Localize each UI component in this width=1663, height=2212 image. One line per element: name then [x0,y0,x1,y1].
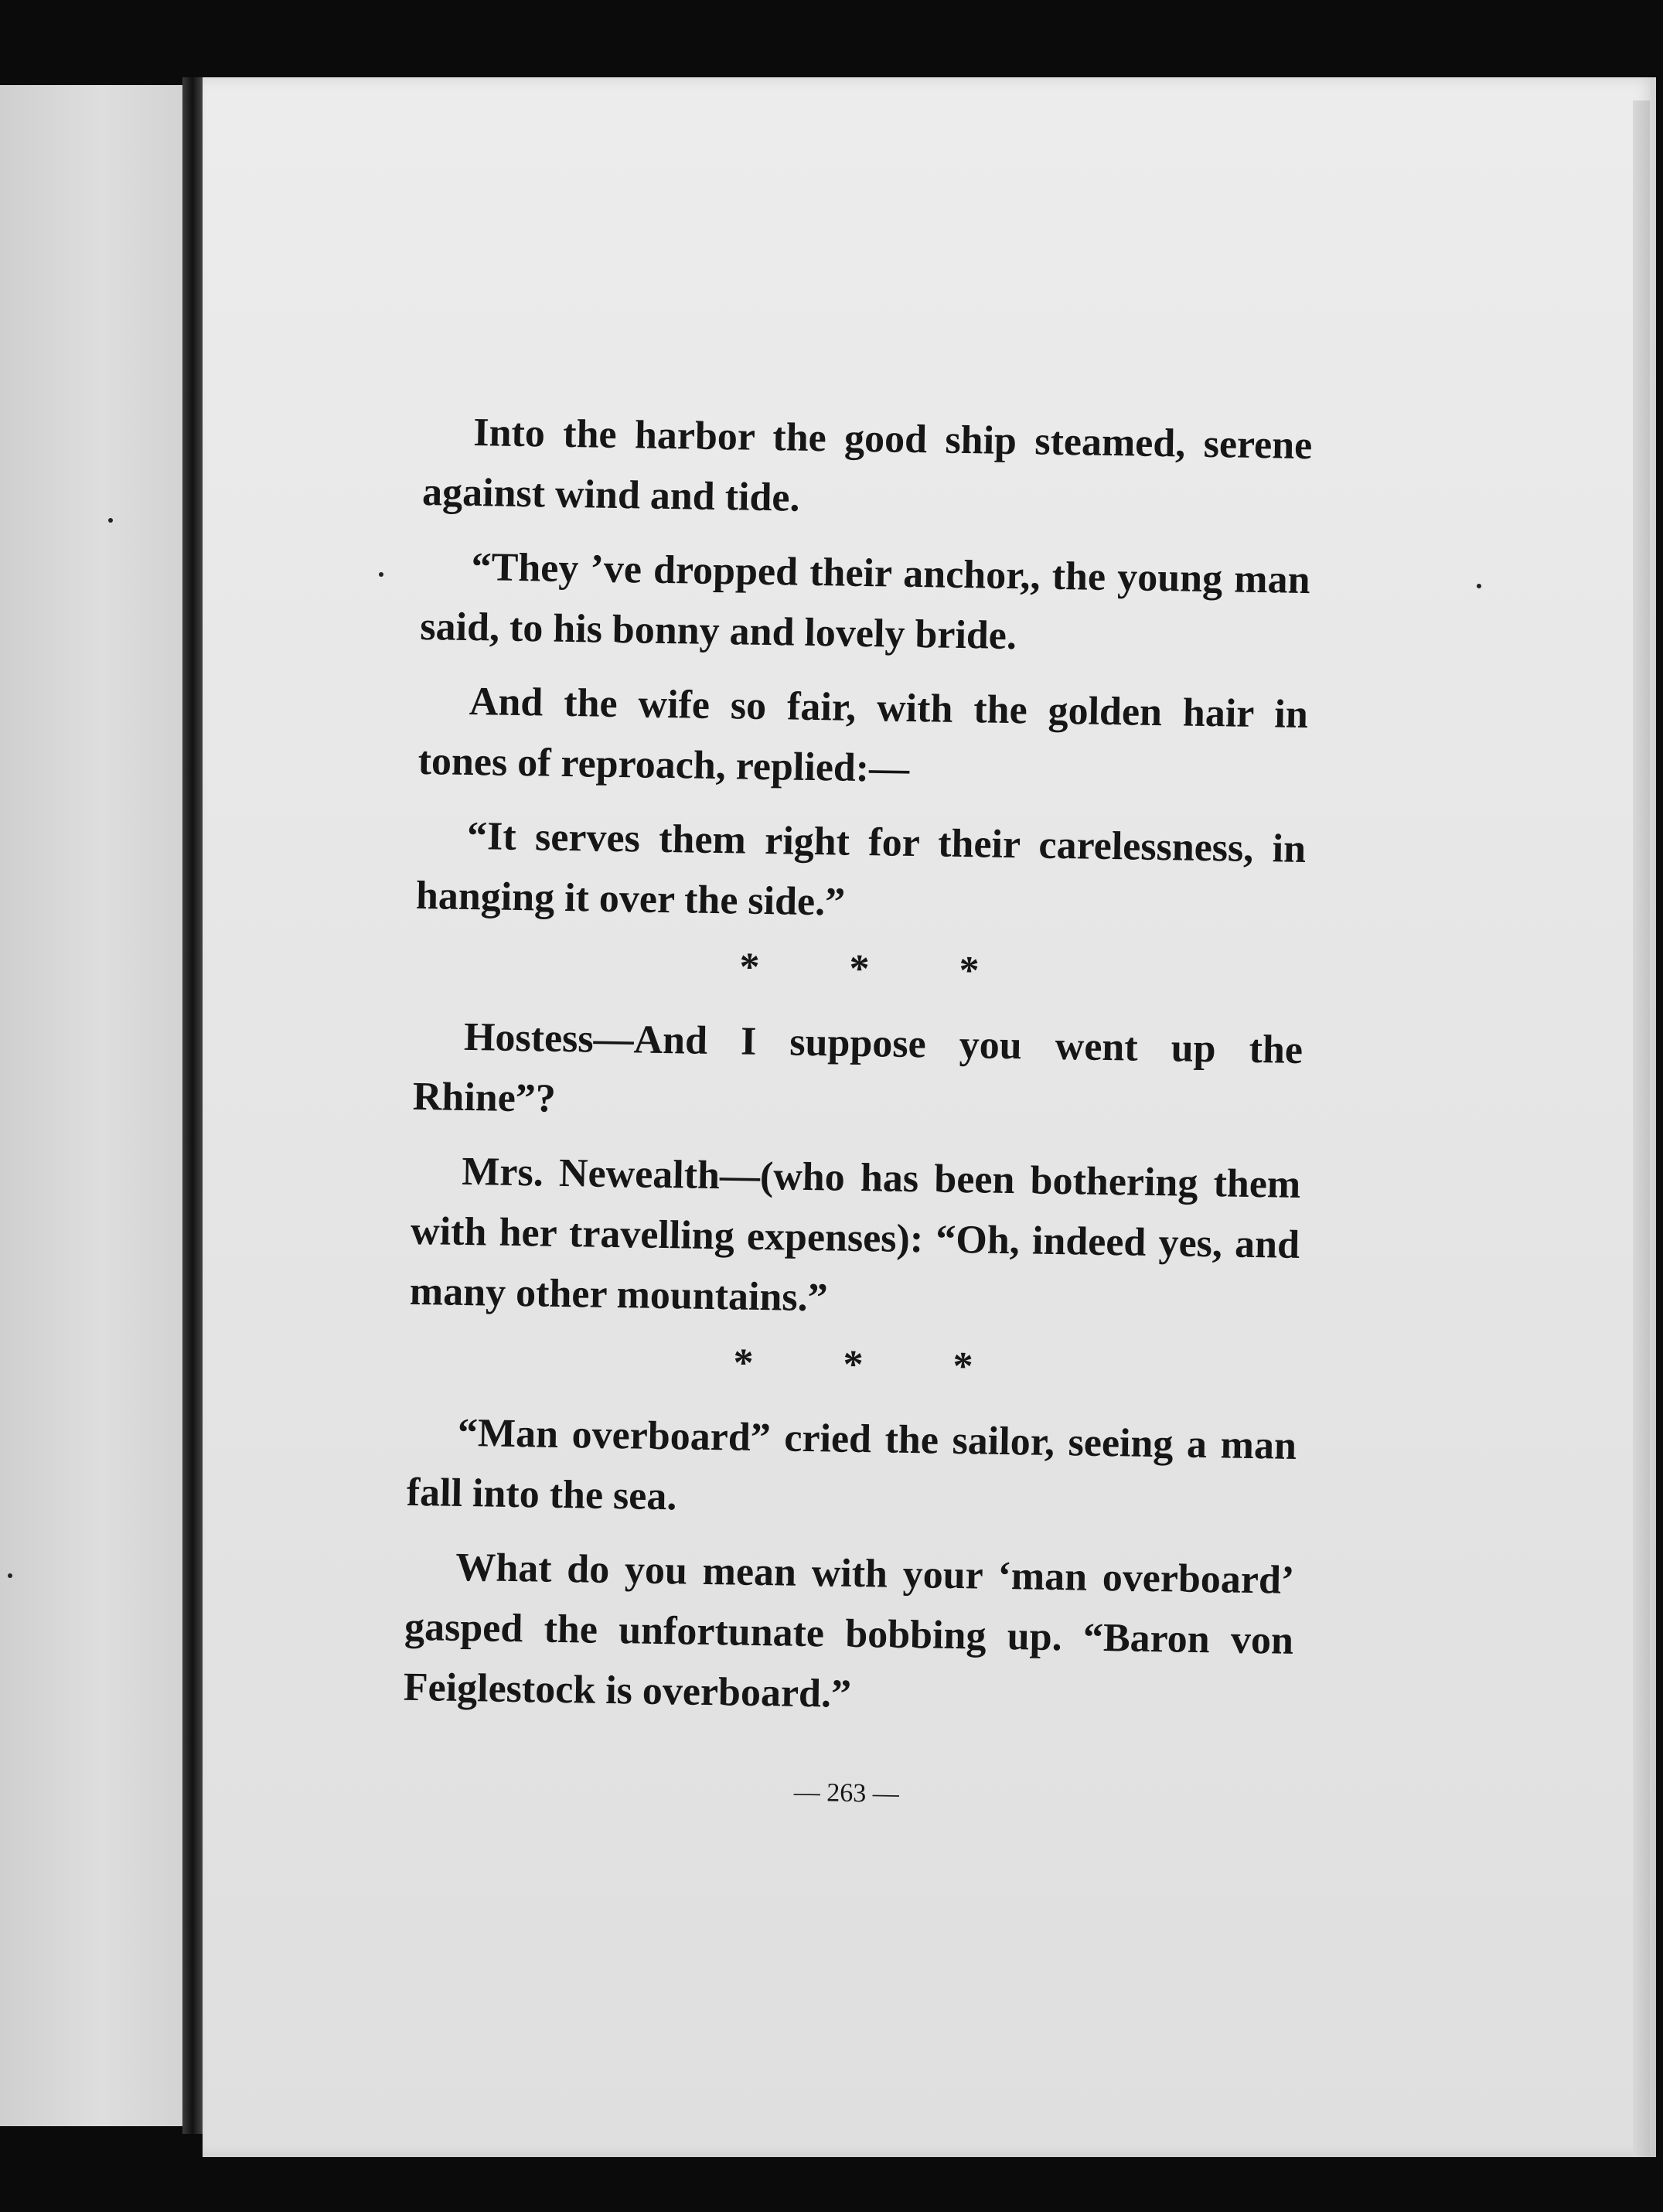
section-separator [414,932,1304,1007]
paragraph: Into the harbor the good ship steamed, serene against wind and tide. [421,411,1313,520]
asterisk: * [739,945,761,990]
paragraph: “It serves them right for their carelessness, in hanging it over the side.” [415,813,1307,925]
paragraph: “They ’ve dropped their anchor,, the young man said, to his bonny and lovely bride. [419,544,1310,659]
dust-speck [8,1573,12,1578]
asterisk: * [733,1341,754,1385]
page-right-edge [1633,101,1650,2173]
paragraph: And the wife so fair, with the golden hair in tones of reproach, replied:— [417,679,1309,791]
left-page-edge [0,85,186,2126]
dust-speck [108,518,113,523]
section-separator [408,1328,1298,1403]
asterisk: * [849,946,870,992]
body-text [401,402,1313,1831]
scan-border-bottom [0,2157,1663,2212]
paragraph: Mrs. Newealth—(who has been bothering them with her travelling expenses): “Oh, indeed yes, and many other mountains.” [409,1149,1301,1321]
asterisk: * [952,1344,973,1389]
dust-speck [1477,584,1481,588]
paragraph: What do you mean with your ‘man overboard’ gasped the unfortunate bobbing up. “Baron von Feiglestock is overboard.” [403,1545,1295,1716]
asterisk: * [959,948,980,994]
dust-speck [379,572,383,577]
paragraph: Hostess—And I suppose you went up the Rhine”? [412,1014,1303,1121]
asterisk: * [843,1342,864,1388]
paragraph: “Man overboard” cried the sailor, seeing a man fall into the sea. [406,1410,1297,1519]
book-gutter [182,77,203,2134]
page-number: — 263 — [793,1777,900,1808]
